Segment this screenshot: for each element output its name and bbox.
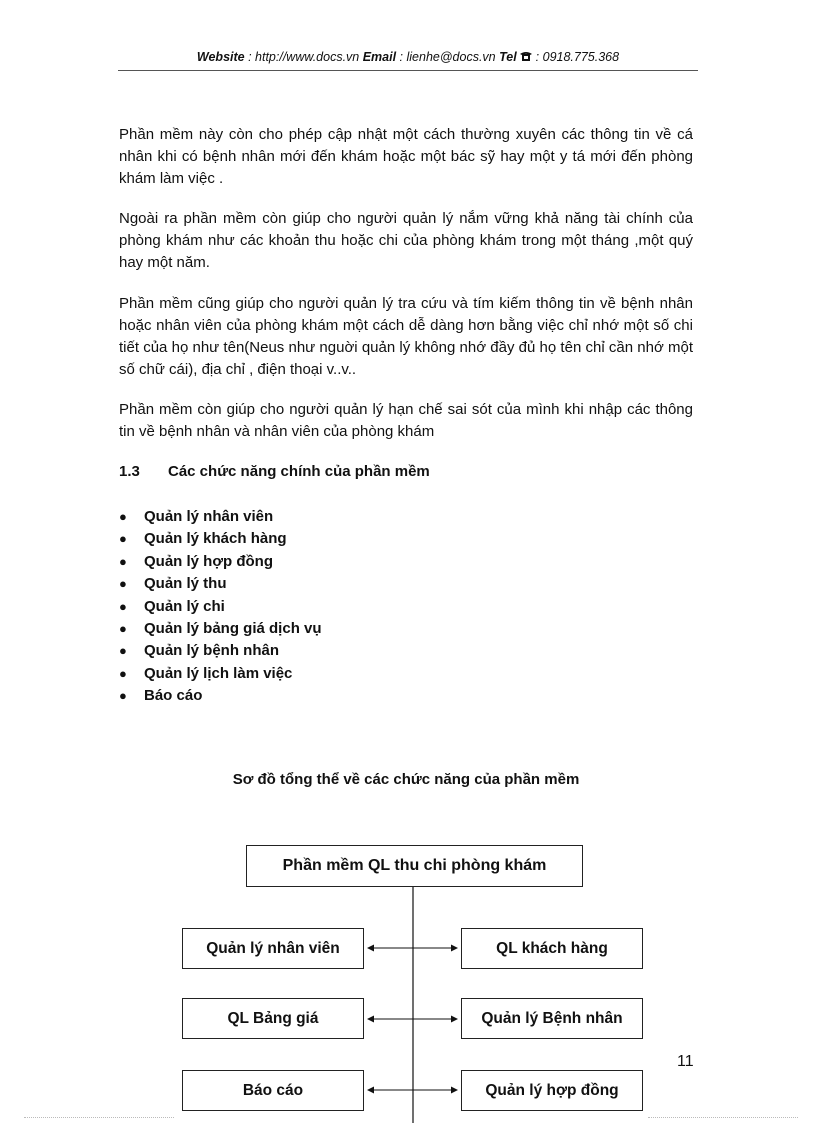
diagram-root-box: Phần mềm QL thu chi phòng khám (246, 845, 583, 887)
bullet-icon: ● (119, 509, 127, 524)
email-label: Email (362, 50, 397, 64)
diagram-box-right-3: Quản lý hợp đồng (461, 1070, 643, 1111)
bullet-icon: ● (119, 553, 127, 569)
bullet-icon: ● (119, 620, 127, 636)
footer-dots-left (24, 1117, 174, 1118)
website-url: : http://www.docs.vn (244, 50, 363, 64)
list-item: ● Quản lý hợp đồng (119, 551, 322, 573)
section-number: 1.3 (119, 463, 140, 480)
diagram-box-left-1: Quản lý nhân viên (182, 928, 364, 969)
website-label: Website (196, 50, 245, 64)
tel-label: Tel (499, 50, 517, 64)
bullet-icon: ● (119, 665, 127, 681)
diagram-box-right-1: QL khách hàng (461, 928, 643, 969)
list-item: ● Quản lý thu (119, 573, 322, 595)
paragraph-4: Phần mềm còn giúp cho người quản lý hạn chế sai sót của mình khi nhập các thông tin về bệnh nhân và nhân viên của phòng khám (119, 401, 693, 440)
bullet-icon: ● (119, 598, 127, 614)
diagram-title: Sơ đồ tổng thể về các chức năng của phần mềm (232, 771, 580, 788)
list-item: ● Báo cáo (119, 685, 322, 707)
list-item: ● Quản lý bệnh nhân (119, 640, 322, 662)
paragraph-3: Phần mềm cũng giúp cho người quản lý tra cứu và tím kiếm thông tin về bệnh nhân hoặc nhân viên của phòng khám một cách dễ dàng hơn bằng việc chỉ nhớ một số chi tiết của họ như tên(Neus như nguời quản lý không nhớ đầy đủ họ tên chỉ cần nhớ một số chữ cái), địa chỉ , điện thoại v..v.. (119, 295, 693, 378)
bullet-icon: ● (119, 643, 127, 659)
tel-number: : 0918.775.368 (532, 50, 620, 64)
page-number: 11 (677, 1053, 694, 1070)
diagram-box-left-3: Báo cáo (182, 1070, 364, 1111)
paragraph-2: Ngoài ra phần mềm còn giúp cho người quản lý nắm vững khả năng tài chính của phòng khám như các khoản thu hoặc chi của phòng khám trong một tháng ,một quý hay một năm. (119, 210, 693, 271)
list-item: ● Quản lý khách hàng (119, 528, 322, 550)
bullet-icon: ● (119, 531, 127, 547)
paragraph-1: Phần mềm này còn cho phép cập nhật một cách thường xuyên các thông tin về cá nhân khi có bệnh nhân mới đến khám hoặc một bác sỹ hay một y tá mới đến phòng khám làm việc . (119, 126, 693, 187)
list-item: ● Quản lý chi (119, 596, 322, 618)
diagram-box-left-2: QL Bảng giá (182, 998, 364, 1039)
email-address: : lienhe@docs.vn (396, 50, 500, 64)
list-item: ● Quản lý lịch làm việc (119, 663, 322, 685)
bullet-icon: ● (119, 688, 127, 704)
diagram-box-right-2: Quản lý Bệnh nhân (461, 998, 643, 1039)
list-item: ● Quản lý bảng giá dịch vụ (119, 618, 322, 640)
bullet-icon: ● (119, 576, 127, 592)
footer-dots-right (648, 1117, 798, 1118)
section-title: Các chức năng chính của phần mềm (168, 463, 430, 480)
list-item: ● Quản lý nhân viên (119, 506, 322, 528)
